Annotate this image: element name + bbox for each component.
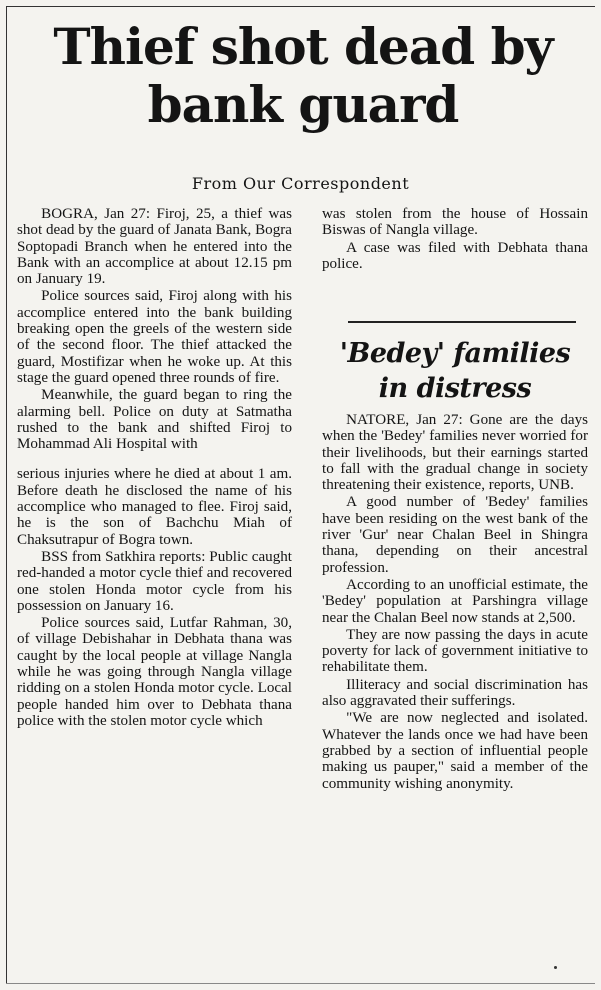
story2-headline: [322, 336, 588, 406]
story2-body: [322, 412, 588, 793]
story2-headline-line1: 'Bedey' families: [339, 338, 571, 369]
story1-paragraph-continued: serious injuries where he died at about 1 am. Before death he disclosed the name of his accomplice who managed to flee. Firoj said, he is the son of Bachchu Miah of Chaksutrapur of Bogra town.: [17, 466, 292, 548]
story2-paragraph: "We are now neglected and isolated. Whatever the lands once we had have been grabbed by a section of influential people making us pauper," said a member of the community wishing anonymity.: [322, 710, 588, 792]
story1-paragraph: Meanwhile, the guard began to ring the alarming bell. Police on duty at Satmatha rushed to the bank and shifted Firoj to Mohammad Ali Hospital with: [17, 387, 292, 453]
story-divider-rule: [348, 321, 576, 323]
story2-paragraph: A good number of 'Bedey' families have been residing on the west bank of the river 'Gur' near Chalan Beel in Shingra thana, depending on their ancestral profession.: [322, 494, 588, 576]
print-speck: [554, 966, 557, 969]
story2-paragraph: They are now passing the days in acute poverty for lack of government initiative to rehabilitate them.: [322, 626, 588, 676]
story1-paragraph: Police sources said, Lutfar Rahman, 30, of village Debishahar in Debhata thana was caught by the local people at village Nangla while he was going through Nangla village ridding on a stolen Honda motor cycle. Local people handed him over to Debhata thana police with the stolen motor cycle which: [17, 615, 292, 729]
clipping-edge-top: [6, 6, 595, 7]
byline: From Our Correspondent: [191, 174, 410, 193]
story1-paragraph-continued: was stolen from the house of Hossain Biswas of Nangla village.: [322, 206, 588, 239]
story1-paragraph: Police sources said, Firoj along with his accomplice entered into the bank building breaking open the greels of the western side of the second floor. The thief attacked the guard, Mostifizar when he woke up. At this stage the guard opened three rounds of fire.: [17, 288, 292, 386]
story1-paragraph: BSS from Satkhira reports: Public caught red-handed a motor cycle thief and recovered one stolen Honda motor cycle from his possession on January 16.: [17, 548, 292, 614]
clipping-edge-left: [6, 6, 7, 984]
story2-paragraph: According to an unofficial estimate, the 'Bedey' population at Parshingra village near the Chalan Beel now stands at 2,500.: [322, 576, 588, 626]
story1-column-2: [322, 206, 588, 273]
story2-headline-line2: in distress: [378, 373, 532, 404]
story1-column-1: [17, 206, 292, 730]
story1-paragraph: BOGRA, Jan 27: Firoj, 25, a thief was shot dead by the guard of Janata Bank, Bogra Soptopadi Branch when he entered into the Bank with an accomplice at about 12.15 pm on January 19.: [17, 206, 292, 288]
story2-paragraph: Illiteracy and social discrimination has also aggravated their sufferings.: [322, 676, 588, 710]
story2-paragraph: NATORE, Jan 27: Gone are the days when the 'Bedey' families never worried for their livelihoods, but their earnings started to fall with the gradual change in society threatening their existence, reports, UNB.: [322, 412, 588, 494]
clipping-edge-bottom: [6, 983, 595, 984]
main-headline: Thief shot dead by bank guard: [53, 17, 553, 134]
story1-paragraph: A case was filed with Debhata thana police.: [322, 239, 588, 272]
